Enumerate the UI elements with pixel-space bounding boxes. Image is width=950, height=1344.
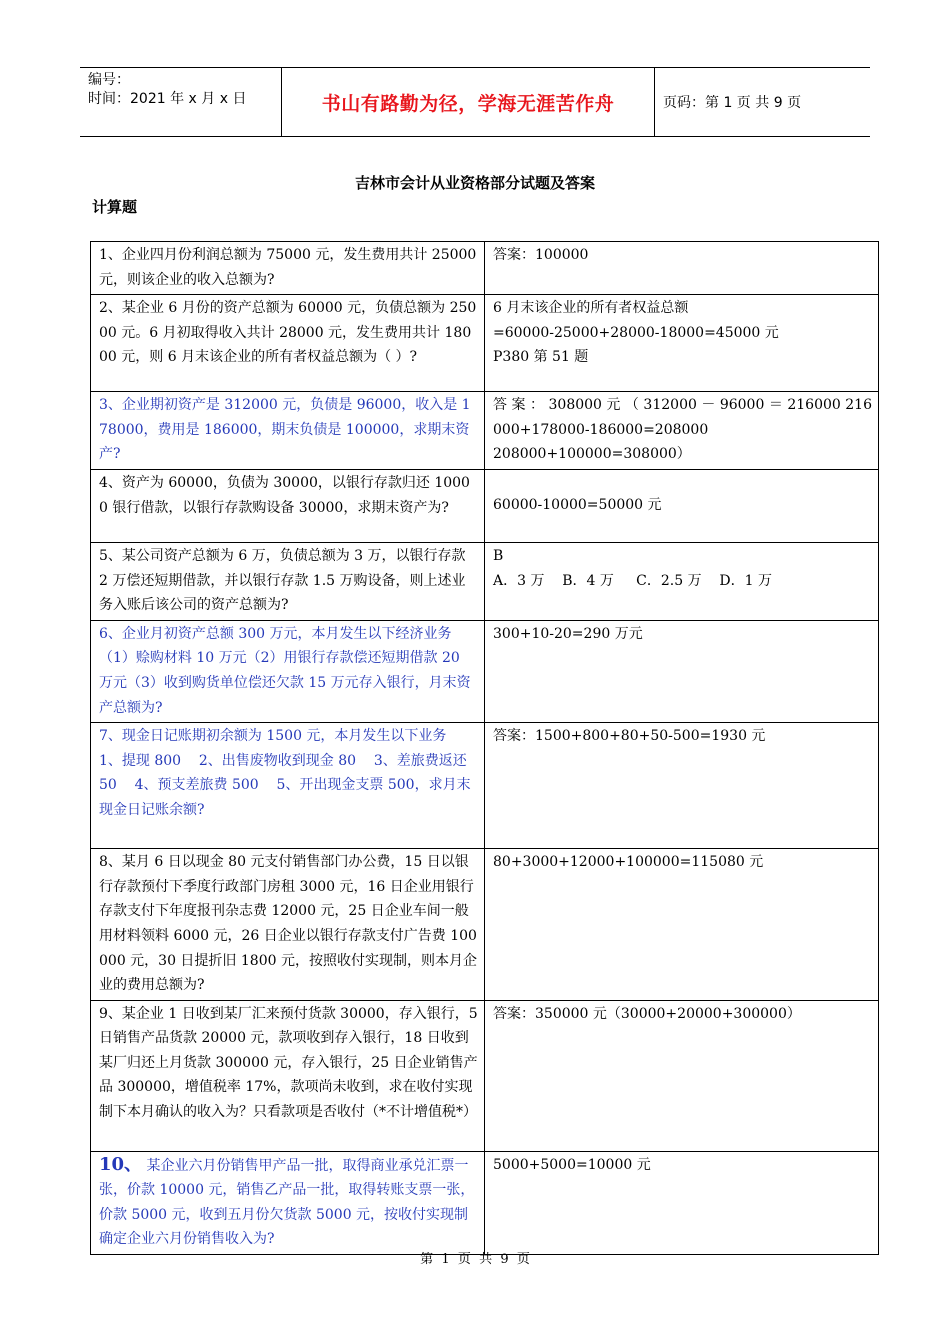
answer-cell bbox=[485, 1151, 879, 1254]
qa-table bbox=[90, 241, 879, 1255]
table-row bbox=[91, 469, 879, 542]
table-row bbox=[91, 1151, 879, 1254]
answer-text: 答案：1500+800+80+50-500=1930 元 bbox=[493, 728, 766, 745]
question-cell bbox=[91, 542, 485, 620]
question-cell bbox=[91, 620, 485, 722]
answer-text: 答案：350000 元（30000+20000+300000） bbox=[493, 1005, 801, 1022]
question-cell bbox=[91, 392, 485, 470]
table-row bbox=[91, 295, 879, 392]
question-cell bbox=[91, 242, 485, 295]
section-heading: 计算题 bbox=[92, 198, 138, 216]
question-text: 8、某月 6 日以现金 80 元支付销售部门办公费，15 日以银行存款预付下季度行政部门房租 3000 元，16 日企业用银行存款支付下年度报刊杂志费 12000 元，25 日企业车间一般用材料领料 6000 元，26 日企业以银行存款支付广告费 100000 元，30 日提折旧 1800 元，按照收付实现制，则本月企业的费用总额为? bbox=[99, 854, 477, 994]
question-cell bbox=[91, 1151, 485, 1254]
date-text: 时间：2021 年 x 月 x 日 bbox=[88, 91, 247, 107]
question-text: 2、某企业 6 月份的资产总额为 60000 元，负债总额为 25000 元。6 月初取得收入共计 28000 元，发生费用共计 18000 元，则 6 月末该企业的所有者权益总额为（ ）? bbox=[99, 300, 477, 366]
header-left-cell bbox=[80, 68, 282, 136]
document-title: 吉林市会计从业资格部分试题及答案 bbox=[354, 174, 595, 192]
question-text: 4、资产为 60000，负债为 30000，以银行存款归还 10000 银行借款，以银行存款购设备 30000，求期末资产为? bbox=[99, 474, 470, 516]
question-text: 5、某公司资产总额为 6 万，负债总额为 3 万，以银行存款 2 万偿还短期借款，并以银行存款 1.5 万购设备，则上述业务入账后该公司的资产总额为? bbox=[99, 547, 466, 614]
answer-cell bbox=[485, 469, 879, 542]
answer-cell bbox=[485, 620, 879, 722]
answer-cell bbox=[485, 242, 879, 295]
answer-text: 60000-10000=50000 元 bbox=[493, 497, 662, 514]
answer-text: 300+10-20=290 万元 bbox=[493, 625, 643, 642]
question-text: 3、企业期初资产是 312000 元，负债是 96000，收入是 178000，费用是 186000，期末负债是 100000，求期末资产? bbox=[99, 397, 471, 463]
table-row bbox=[91, 620, 879, 722]
table-row bbox=[91, 723, 879, 849]
answer-cell bbox=[485, 295, 879, 392]
answer-cell bbox=[485, 392, 879, 470]
page-footer: 第 1 页 共 9 页 bbox=[420, 1252, 530, 1267]
answer-cell bbox=[485, 542, 879, 620]
header-motto: 书山有路勤为径，学海无涯苦作舟 bbox=[282, 68, 655, 136]
question-text: 1、企业四月份利润总额为 75000 元，发生费用共计 25000 元，则该企业的收入总额为? bbox=[99, 247, 477, 288]
table-row bbox=[91, 242, 879, 295]
page-header bbox=[80, 67, 870, 137]
answer-line: A．3 万 B．4 万 C．2.5 万 D．1 万 bbox=[493, 572, 772, 589]
answer-text: 80+3000+12000+100000=115080 元 bbox=[493, 854, 764, 871]
answer-cell bbox=[485, 849, 879, 1001]
question-cell bbox=[91, 723, 485, 849]
question-text bbox=[99, 1153, 478, 1252]
answer-line: P380 第 51 题 bbox=[493, 349, 589, 366]
question-cell bbox=[91, 1000, 485, 1151]
question-text: 1、提现 800 2、出售废物收到现金 80 3、差旅费返还 50 4、预支差旅费 500 5、开出现金支票 500，求月末现金日记账余额? bbox=[99, 752, 472, 818]
question-body: 某企业六月份销售甲产品一批，取得商业承兑汇票一张，价款 10000 元，销售乙产品一批，取得转账支票一张，价款 5000 元，收到五月份欠货款 5000 元，按收付实现制确定企业六月份销售收入为? bbox=[99, 1157, 475, 1248]
question-cell bbox=[91, 295, 485, 392]
table-row bbox=[91, 1000, 879, 1151]
question-number: 10、 bbox=[99, 1153, 143, 1175]
question-cell bbox=[91, 849, 485, 1001]
answer-line: 答 案 ： 308000 元 （ 312000 － 96000 ＝ 216000 216000+178000-186000=208000 bbox=[493, 397, 872, 438]
question-text: 6、企业月初资产总额 300 万元，本月发生以下经济业务（1）赊购材料 10 万元（2）用银行存款偿还短期借款 20 万元（3）收到购货单位偿还欠款 15 万元存入银行，月末资产总额为? bbox=[99, 625, 471, 716]
serial-label: 编号： bbox=[88, 72, 130, 88]
answer-line: B bbox=[493, 547, 504, 564]
answer-line: 208000+100000=308000） bbox=[493, 446, 691, 463]
answer-text: 答案：100000 bbox=[493, 247, 589, 263]
table-row bbox=[91, 542, 879, 620]
table-row bbox=[91, 849, 879, 1001]
header-page-info: 页码：第 1 页 共 9 页 bbox=[663, 95, 802, 111]
question-text: 7、现金日记账期初余额为 1500 元，本月发生以下业务 bbox=[99, 728, 447, 745]
answer-cell bbox=[485, 1000, 879, 1151]
question-text: 9、某企业 1 日收到某厂汇来预付货款 30000，存入银行，5 日销售产品货款 20000 元，款项收到存入银行，18 日收到某厂归还上月货款 300000 元，存入银行，25 日企业销售产品 300000，增值税率 17%，款项尚未收到，求在收付实现制下本月确认的收入为？只看款项是否收付（*不计增值税*） bbox=[99, 1005, 478, 1121]
answer-line: =60000-25000+28000-18000=45000 元 bbox=[493, 324, 779, 341]
answer-line: 6 月末该企业的所有者权益总额 bbox=[493, 300, 689, 317]
table-row bbox=[91, 392, 879, 470]
question-cell bbox=[91, 469, 485, 542]
answer-cell bbox=[485, 723, 879, 849]
answer-text: 5000+5000=10000 元 bbox=[493, 1156, 651, 1173]
